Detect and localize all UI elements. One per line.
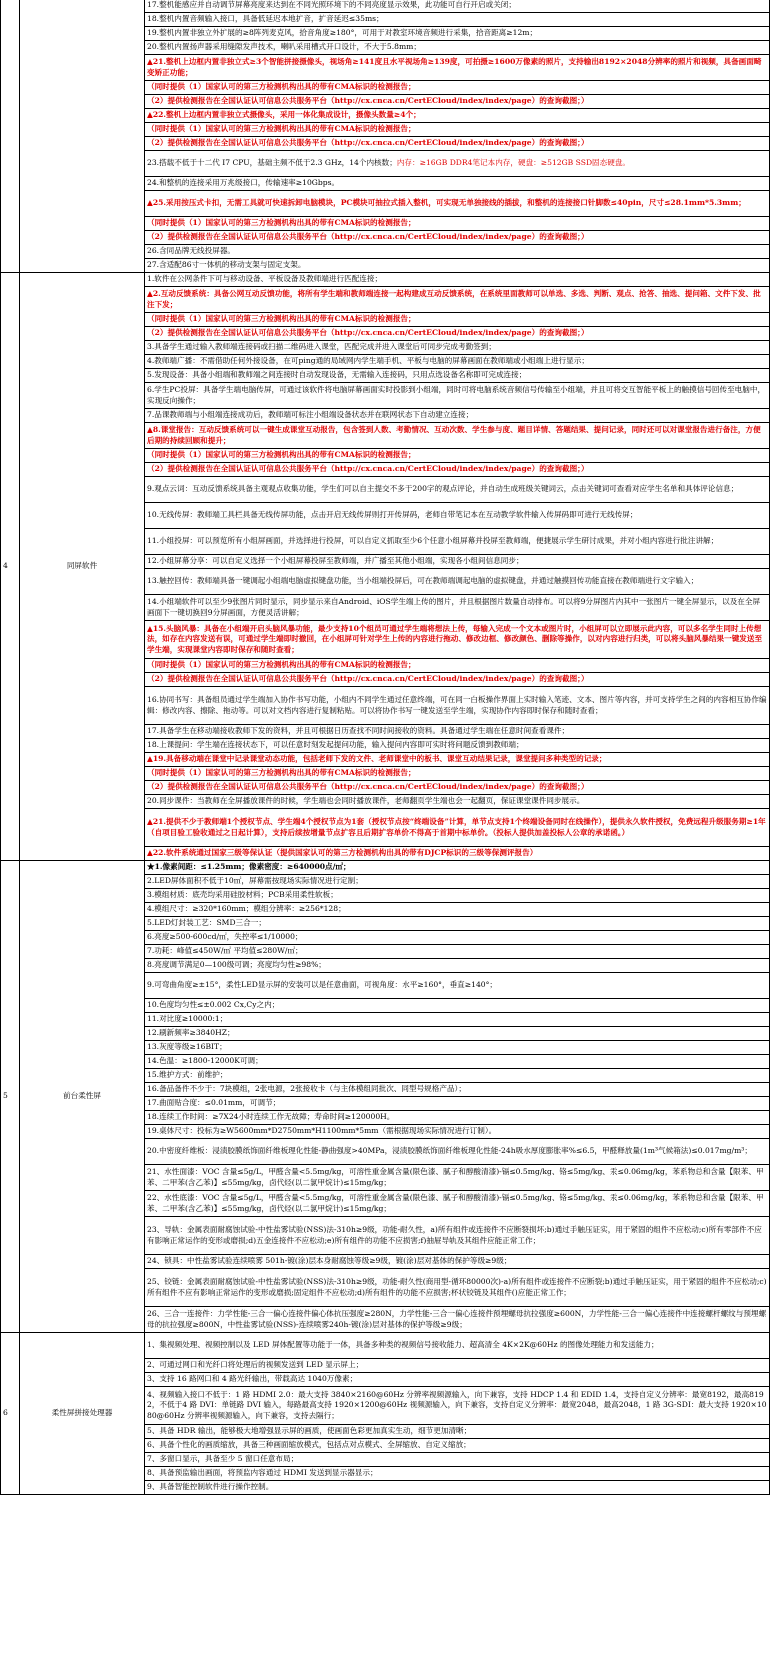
spec-item	[145, 287, 770, 313]
spec-item	[145, 809, 770, 847]
spec-text: 10.无线传屏：教师端工具栏具备无线传屏功能，点击开启无线传屏则打开传屏码，老师自带笔记本在互动教学软件输入传屏码即可进行无线传屏；	[147, 510, 638, 520]
spec-item	[145, 1333, 770, 1359]
spec-text: ▲21.整机上边框内置非独立式≥3个智能拼接摄像头，视场角≥141度且水平视场角≥139度，可拍摄≥1600万像素的照片，支持输出8192×2048分辨率的照片和视频，具备画面畸变矫正功能；	[147, 57, 762, 77]
spec-text: 12.小组屏幕分享：可以自定义选择一个小组屏幕投屏至教师端，并广播至其他小组端，实现各小组间信息同步；	[147, 556, 524, 566]
spec-text: （2）提供检测报告在全国认证认可信息公共服务平台（http://cx.cnca.cn/CertECloud/index/index/page）的查询截图；）	[147, 232, 589, 242]
spec-text: 4.模组尺寸：≥320*160mm；模组分辨率：≥256*128；	[147, 904, 346, 914]
spec-text: 18.整机内置音频输入接口，具备低延迟本地扩音，扩音延迟≤35ms；	[147, 14, 384, 24]
spec-item	[145, 503, 770, 529]
spec-item	[145, 781, 770, 795]
spec-item	[145, 1307, 770, 1333]
spec-text: 14.色温：≥1800-12000K可调；	[147, 1056, 263, 1066]
spec-item	[145, 477, 770, 503]
spec-item	[145, 569, 770, 595]
spec-item	[145, 1373, 770, 1387]
spec-item	[145, 725, 770, 739]
spec-text: （2）提供检测报告在全国认证认可信息公共服务平台（http://cx.cnca.cn/CertECloud/index/index/page）的查询截图；）	[147, 674, 589, 684]
spec-text: 22、水性底漆：VOC 含量≤5g/L，甲醛含量<5.5mg/kg，可溶性重金属含量(限色漆、腻子和醇酸清漆)-镉≤0.5mg/kg、铬≤5mg/kg、汞≤0.06mg/kg，苯系物总和含量【限苯、甲苯、二甲苯(含乙苯)】≤55mg/kg，卤代烃(以二氯甲烷计)≤15mg/kg；	[147, 1193, 764, 1213]
spec-text: （2）提供检测报告在全国认证认可信息公共服务平台（http://cx.cnca.cn/CertECloud/index/index/page）的查询截图；）	[147, 464, 589, 474]
spec-text: 11.对比度≥10000:1；	[147, 1014, 228, 1024]
spec-text: 10.色度均匀性≤±0.002 Cx,Cy之内；	[147, 1000, 280, 1010]
spec-text: 20.中密度纤维板：浸渍胶膜纸饰面纤维板理化性能-静曲强度>40MPa，浸渍胶膜纸饰面纤维板理化性能-24h吸水厚度膨胀率%≤6.5，甲醛释放量(1m³气候箱法)≤0.017mg/m³；	[147, 1146, 752, 1156]
spec-text: ▲25.采用按压式卡扣，无需工具就可快速拆卸电脑模块，PC模块可抽拉式插入整机，可实现无单独接线的插拔，和整机的连接接口针脚数≤40pin，尺寸≤28.1mm*5.3mm；	[147, 198, 746, 208]
spec-text: 5、具备 HDR 输出，能够极大地增强显示屏的画质，使画面色彩更加真实生动，细节更加清晰；	[147, 1426, 472, 1436]
table-row	[1, 861, 770, 875]
table-row	[1, 273, 770, 287]
spec-text: ▲15.头脑风暴：具备在小组端开启头脑风暴功能，最少支持10个组员可通过学生端将想法上传，每输入完成一个文本或图片时，小组屏可以立即展示此内容，可以多名学生同时上传想法，如存在内容发送有误，可通过学生端即时撤回，在小组屏可针对学生上传的内容进行拖动、修改边框、修改颜色、删除等操作，以对内容进行归类，可以将头脑风暴结果一键发送至学生端，实现课堂内容即时保存和随时查看；	[147, 624, 763, 654]
spec-item	[145, 889, 770, 903]
spec-item	[145, 109, 770, 123]
spec-item	[145, 687, 770, 725]
spec-text: 20.整机内置扬声器采用缝隙发声技术，喇叭采用槽式开口设计，不大于5.8mm；	[147, 42, 421, 52]
spec-item	[145, 273, 770, 287]
spec-text: 1、集视频处理、视频控制以及 LED 屏体配置等功能于一体，具备多种类的视频信号接收能力、超高清全 4K×2K@60Hz 的图像处理能力和发送能力；	[147, 1340, 659, 1350]
spec-item	[145, 1191, 770, 1217]
spec-text: ▲21.提供不少于教师端1个授权节点、学生端4个授权节点为1套（授权节点按“终端设备”计算，单节点支持1个终端设备同时在线操作），提供永久软件授权，免费远程升级服务期≥1年（自项目验工验收通过之日起计算），支持后续按增量节点扩容且后期扩容单价不得高于首期中标单价。（投标人提供加盖投标人公章的承诺函。）	[147, 817, 766, 837]
spec-item	[145, 137, 770, 151]
section-name: 柔性屏拼接处理器	[20, 1333, 145, 1495]
spec-text: （同时提供（1）国家认可的第三方检测机构出具的带有CMA标识的检测报告；	[147, 314, 416, 324]
spec-item	[145, 231, 770, 245]
spec-item	[145, 973, 770, 999]
section-number	[1, 0, 20, 273]
spec-text: 7.功耗：峰值≤450W/㎡ 平均值≤280W/㎡；	[147, 946, 303, 956]
spec-text: （同时提供（1）国家认可的第三方检测机构出具的带有CMA标识的检测报告；	[147, 82, 416, 92]
spec-item	[145, 463, 770, 477]
spec-text: 26、三合一连接件：力学性能-三合一偏心连接件偏心体抗压强度≥280N，力学性能-三合一偏心连接件预埋螺母抗拉强度≥600N，力学性能-三合一偏心连接件中连接螺杆螺纹与预埋螺母的抗拉强度≥800N，中性盐雾试验(NSS)-连续喷雾240h-镀(涂)层对基体的保护等级≥9级；	[147, 1309, 767, 1329]
spec-text: （同时提供（1）国家认可的第三方检测机构出具的带有CMA标识的检测报告；	[147, 124, 416, 134]
spec-item	[145, 739, 770, 753]
spec-text: （2）提供检测报告在全国认证认可信息公共服务平台（http://cx.cnca.cn/CertECloud/index/index/page）的查询截图；）	[147, 138, 589, 148]
spec-text: 2、可通过网口和光纤口将处理后的视频发送到 LED 显示屏上；	[147, 1360, 364, 1370]
spec-item	[145, 1467, 770, 1481]
spec-item	[145, 1097, 770, 1111]
spec-item	[145, 595, 770, 621]
spec-item	[145, 917, 770, 931]
spec-text: ▲2.互动反馈系统：具备公网互动反馈功能，将所有学生端和教师端连接一起构建成互动反馈系统，在系统里面教师可以单选、多选、判断、观点、抢答、抽选、提问箱、文件下发、批注下发；	[147, 289, 761, 309]
spec-item	[145, 753, 770, 767]
spec-highlight-text: 内存：≥16GB DDR4笔记本内存，硬盘：≥512GB SSD固态硬盘。	[396, 158, 631, 168]
spec-text: 12.刷新频率≥3840HZ；	[147, 1028, 235, 1038]
spec-item	[145, 861, 770, 875]
spec-text: （2）提供检测报告在全国认证认可信息公共服务平台（http://cx.cnca.cn/CertECloud/index/index/page）的查询截图；）	[147, 782, 589, 792]
spec-item	[145, 177, 770, 191]
spec-text: 13.灰度等级≥16BIT；	[147, 1042, 227, 1052]
spec-item	[145, 529, 770, 555]
table-row	[1, 0, 770, 13]
spec-text: 16.协同书写：具备组员通过学生端加入协作书写功能，小组内不同学生通过任意终端，可在同一白板操作界面上实时输入笔迹、文本、图片等内容，并可支持学生之间的内容相互协作编辑：修改内容、擦除、拖动等。可以对文档内容进行复制粘贴。可以将协作书写一键发送至学生端，实现协作内容即时保存和随时查看；	[147, 695, 767, 715]
spec-text: 17.整机能感应并自动调节屏幕亮度来达到在不同光照环境下的不同亮度显示效果，此功能可自行开启或关闭；	[147, 0, 516, 10]
spec-item	[145, 369, 770, 383]
spec-text: 24.和整机的连接采用万兆级接口，传输速率≥10Gbps。	[147, 178, 340, 188]
spec-text: 7.品课教师端与小组端连接成功后，教师端可标注小组端设备状态并在联网状态下自动建立连接；	[147, 410, 474, 420]
spec-text: 16.备品备件不少于：7块模组，2张电源，2张接收卡（与主体模组同批次、同型号规格产品）；	[147, 1084, 466, 1094]
spec-item	[145, 903, 770, 917]
spec-item	[145, 767, 770, 781]
spec-item	[145, 1453, 770, 1467]
spec-item	[145, 945, 770, 959]
spec-item	[145, 1125, 770, 1139]
spec-text: 19.桌体尺寸：投标为≥W5600mm*D2750mm*H1100mm*5mm（需根据现场实际情况进行订制）。	[147, 1126, 497, 1136]
spec-item	[145, 123, 770, 137]
spec-item	[145, 1217, 770, 1255]
spec-item	[145, 27, 770, 41]
spec-item	[145, 355, 770, 369]
spec-text: 27.含适配86寸一体机的移动支架与固定支架。	[147, 260, 306, 270]
spec-text: 9、具备智能控制软件进行操作控制。	[147, 1482, 274, 1492]
spec-item	[145, 795, 770, 809]
spec-text: ▲22.整机上边框内置非独立式摄像头，采用一体化集成设计，摄像头数量≥4个；	[147, 110, 421, 120]
spec-text: 15.维护方式：前维护；	[147, 1070, 228, 1080]
spec-text: 5.发现设备：具备小组端和教师端之间连接时自动发现设备，无需输入连接码，只用点选设备名称即可完成连接；	[147, 370, 527, 380]
spec-text: （2）提供检测报告在全国认证认可信息公共服务平台（http://cx.cnca.cn/CertECloud/index/index/page）的查询截图；）	[147, 96, 589, 106]
spec-item	[145, 875, 770, 889]
spec-item	[145, 409, 770, 423]
spec-item	[145, 191, 770, 217]
spec-item	[145, 151, 770, 177]
spec-text: 23、导轨：金属表面耐腐蚀试验-中性盐雾试验(NSS)法-310h≥9级，功能-耐久性，a)所有组件或连接件不应断裂损坏;b)通过手触压证实，用于紧固的组件不应松动;c)所有零部件不应有影响正常运作的变形或磨损;d)五金连接件不应松动;e)所有组件的功能不应损害;f)抽屉导轨及其组件应能正常工作；	[147, 1225, 762, 1245]
spec-text: 9.观点云词：互动反馈系统具备主观观点收集功能，学生们可以自主提交不多于200字的观点评论，并自动生成班级关键词云，点击关键词可查看对应学生名单和具体评论信息；	[147, 484, 739, 494]
spec-item	[145, 341, 770, 355]
spec-text: ▲19.具备移动端在课堂中记录课堂动态功能，包括老师下发的文件、老师课堂中的板书、课堂互动结果记录，课堂提问多种类型的记录；	[147, 754, 607, 764]
spec-item	[145, 1041, 770, 1055]
spec-item	[145, 383, 770, 409]
spec-item	[145, 0, 770, 13]
spec-item	[145, 259, 770, 273]
spec-text: 13.触控回传：教师端具备一键调起小组端电脑虚拟键盘功能，当小组端投屏后，可在教师端调起电脑的虚拟键盘，并通过触摸回传功能直接在教师端进行文字输入；	[147, 576, 699, 586]
spec-item	[145, 1269, 770, 1307]
spec-item	[145, 1255, 770, 1269]
spec-item	[145, 1111, 770, 1125]
spec-text: 25、铰链：金属表面耐腐蚀试验-中性盐雾试验(NSS)法-310h≥9级，功能-耐久性(商用型-循环80000次)-a)所有组件或连接件不应断裂;b)通过手触压证实，用于紧固的组件不应松动;c)所有组件不应有影响正常运作的变形或磨损;固定组件不应松动;d)所有组件的功能不应损害;杯状铰链及其组件()应能正常工作；	[147, 1277, 767, 1297]
spec-item	[145, 1359, 770, 1373]
spec-item	[145, 1027, 770, 1041]
spec-item	[145, 423, 770, 449]
section-name	[20, 0, 145, 273]
spec-text: 7、多窗口显示，具备至少 5 窗口任意布局；	[147, 1454, 299, 1464]
spec-item	[145, 1165, 770, 1191]
spec-text: ▲8.课堂报告：互动反馈系统可以一键生成课堂互动报告，包含签到人数、考勤情况、互动次数、学生参与度、题目详情、答题结果、提问记录，同时还可以对课堂报告进行备注，方便后期的持续回顾和提升；	[147, 425, 761, 445]
spec-text: 3、支持 16 路网口和 4 路光纤输出，带载高达 1040万像素；	[147, 1374, 358, 1384]
spec-text: 1.软件在公网条件下可与移动设备、平板设备及教师端进行匹配连接；	[147, 274, 383, 284]
spec-item	[145, 327, 770, 341]
spec-item	[145, 449, 770, 463]
spec-item	[145, 673, 770, 687]
spec-text: （同时提供（1）国家认可的第三方检测机构出具的带有CMA标识的检测报告；	[147, 450, 416, 460]
spec-item	[145, 659, 770, 673]
spec-item	[145, 55, 770, 81]
spec-text: 23.搭载不低于十二代 I7 CPU，基础主频不低于2.3 GHz，14个内核数；	[147, 158, 397, 168]
spec-text: 17.曲面贴合度：≤0.01mm，可调节；	[147, 1098, 281, 1108]
spec-item	[145, 13, 770, 27]
spec-text: 8.亮度调节满足0—100级可调；亮度均匀性≥98%；	[147, 960, 326, 970]
spec-item	[145, 217, 770, 231]
spec-text: （同时提供（1）国家认可的第三方检测机构出具的带有CMA标识的检测报告；	[147, 768, 416, 778]
spec-item	[145, 1013, 770, 1027]
spec-item	[145, 1425, 770, 1439]
spec-item	[145, 847, 770, 861]
spec-text: 20.同步课件：当教师在全屏播放课件的时候，学生端也会同时播放课件，老师翻页学生端也会一起翻页，保证课堂课件同步展示。	[147, 796, 585, 806]
spec-text: （同时提供（1）国家认可的第三方检测机构出具的带有CMA标识的检测报告；	[147, 660, 416, 670]
spec-item	[145, 959, 770, 973]
spec-text: 9.可弯曲角度≥±15°，柔性LED显示屏的安装可以是任意曲面，可视角度：水平≥160°，垂直≥140°；	[147, 980, 498, 990]
spec-text: 21、水性面漆：VOC 含量≤5g/L，甲醛含量<5.5mg/kg，可溶性重金属含量(限色漆、腻子和醇酸清漆)-镉≤0.5mg/kg、铬≤5mg/kg、汞≤0.06mg/kg，苯系物总和含量【限苯、甲苯、二甲苯(含乙苯)】≤55mg/kg，卤代烃(以二氯甲烷计)≤15mg/kg；	[147, 1167, 764, 1187]
spec-text: 18.上课提问：学生端在连接状态下，可以任意时刻发起提问功能，输入提问内容即可实时将问题反馈到教师端；	[147, 740, 524, 750]
spec-text: 3.具备学生通过输入教师端连接码或扫描二维码进入课堂，匹配完成并进入课堂后可同步完成考勤签到；	[147, 342, 496, 352]
section-name: 前台柔性屏	[20, 861, 145, 1333]
spec-text: 3.模组材质：底壳均采用硅胶材料；PCB采用柔性软板；	[147, 890, 338, 900]
spec-item	[145, 1481, 770, 1495]
spec-text: 5.LED灯封装工艺：SMD三合一；	[147, 918, 266, 928]
spec-text: 2.LED屏体面积不低于10㎡，屏幕需按现场实际情况进行定制；	[147, 876, 363, 886]
spec-text: 14.小组端软件可以至少9张图片同时显示，同步显示来自Android、iOS学生端上传的图片，并且根据图片数量自动排布。可以将9分屏图片内其中一张图片一键全屏显示，以及在全屏画面下一键切换回9分屏画面，方便灵活讲解；	[147, 597, 761, 617]
spec-text: 6.学生PC投屏：具备学生端电脑传屏，可通过该软件将电脑屏幕画面实时投影到小组端，同时可将电脑系统音频信号传输至小组端，并且可将交互智能平板上的触摸信号回传至电脑中，实现反向操作；	[147, 385, 766, 405]
spec-item	[145, 41, 770, 55]
section-number: 4	[1, 273, 20, 861]
spec-item	[145, 555, 770, 569]
spec-text: （2）提供检测报告在全国认证认可信息公共服务平台（http://cx.cnca.cn/CertECloud/index/index/page）的查询截图；）	[147, 328, 589, 338]
spec-text: 4、视频输入接口不低于：1 路 HDMI 2.0：最大支持 3840×2160@60Hz 分辨率视频源输入，向下兼容，支持 HDCP 1.4 和 EDID 1.4，支持自定义分辨率：最宽8192，最高8192，不低于4 路 DVI：单链路 DVI 输入，每路最高支持 1920×1200@60Hz 视频源输入，向下兼容，支持自定义分辨率：最宽2048，最高2048，1 路 3G-SDI：最大支持 1920×1080@60Hz 分辨率视频源输入，向下兼容，支持去隔行；	[147, 1390, 767, 1420]
section-number: 5	[1, 861, 20, 1333]
spec-item	[145, 931, 770, 945]
spec-item	[145, 1055, 770, 1069]
spec-text: 17.具备学生在移动端接收教师下发的资料，并且可根据日历查找不同时间接收的资料。具备通过学生端在任意时间查看课件；	[147, 726, 570, 736]
spec-item	[145, 95, 770, 109]
spec-text: 26.含同品牌无线投屏器。	[147, 246, 236, 256]
spec-text: ▲22.软件系统通过国家三级等保认证（提供国家认可的第三方检测机构出具的带有DJCP标识的三级等保测评报告）	[147, 848, 538, 858]
spec-text: 4.教师端广播：不需借助任何外接设备，在可ping通的局域网内学生端手机、平板与电脑的屏幕画面在教师端或小组端上进行显示；	[147, 356, 589, 366]
spec-item	[145, 621, 770, 659]
spec-item	[145, 245, 770, 259]
spec-text: 19.整机内置非独立外扩展的≥8阵列麦克风，拾音角度≥180°，可用于对教室环境音频进行采集，拾音距离≥12m；	[147, 28, 538, 38]
spec-item	[145, 1439, 770, 1453]
spec-item	[145, 999, 770, 1013]
spec-text: 8、具备预监输出画面，将预监内容通过 HDMI 发送到显示器显示；	[147, 1468, 378, 1478]
spec-text: ★1.像素间距：≤1.25mm；像素密度：≥640000点/㎡；	[147, 862, 351, 872]
spec-text: 24、锁具：中性盐雾试验连续喷雾 501h-镀(涂)层本身耐腐蚀等级≥9级，镀(涂)层对基体的保护等级≥9级；	[147, 1256, 512, 1266]
spec-item	[145, 1083, 770, 1097]
spec-text: （同时提供（1）国家认可的第三方检测机构出具的带有CMA标识的检测报告；	[147, 218, 416, 228]
spec-text: 18.连续工作时间：≥7X24小时连续工作无故障；寿命时间≥120000H。	[147, 1112, 395, 1122]
spec-text: 6、具备个性化的画质缩放，具备三种画面缩放模式，包括点对点模式、全屏缩放、自定义缩放；	[147, 1440, 471, 1450]
spec-text: 11.小组投屏：可以预览所有小组屏画面，并选择进行投屏，可以自定义抓取至少6个任意小组屏幕并投屏至教师端，便捷展示学生研讨成果，并对小组内容进行批注讲解；	[147, 536, 719, 546]
spec-item	[145, 81, 770, 95]
spec-item	[145, 1139, 770, 1165]
section-number: 6	[1, 1333, 20, 1495]
spec-item	[145, 1069, 770, 1083]
section-name: 同屏软件	[20, 273, 145, 861]
spec-item	[145, 1387, 770, 1425]
spec-text: 6.亮度≥500-600cd/㎡，失控率≤1/10000；	[147, 932, 303, 942]
table-row	[1, 1333, 770, 1359]
spec-item	[145, 313, 770, 327]
